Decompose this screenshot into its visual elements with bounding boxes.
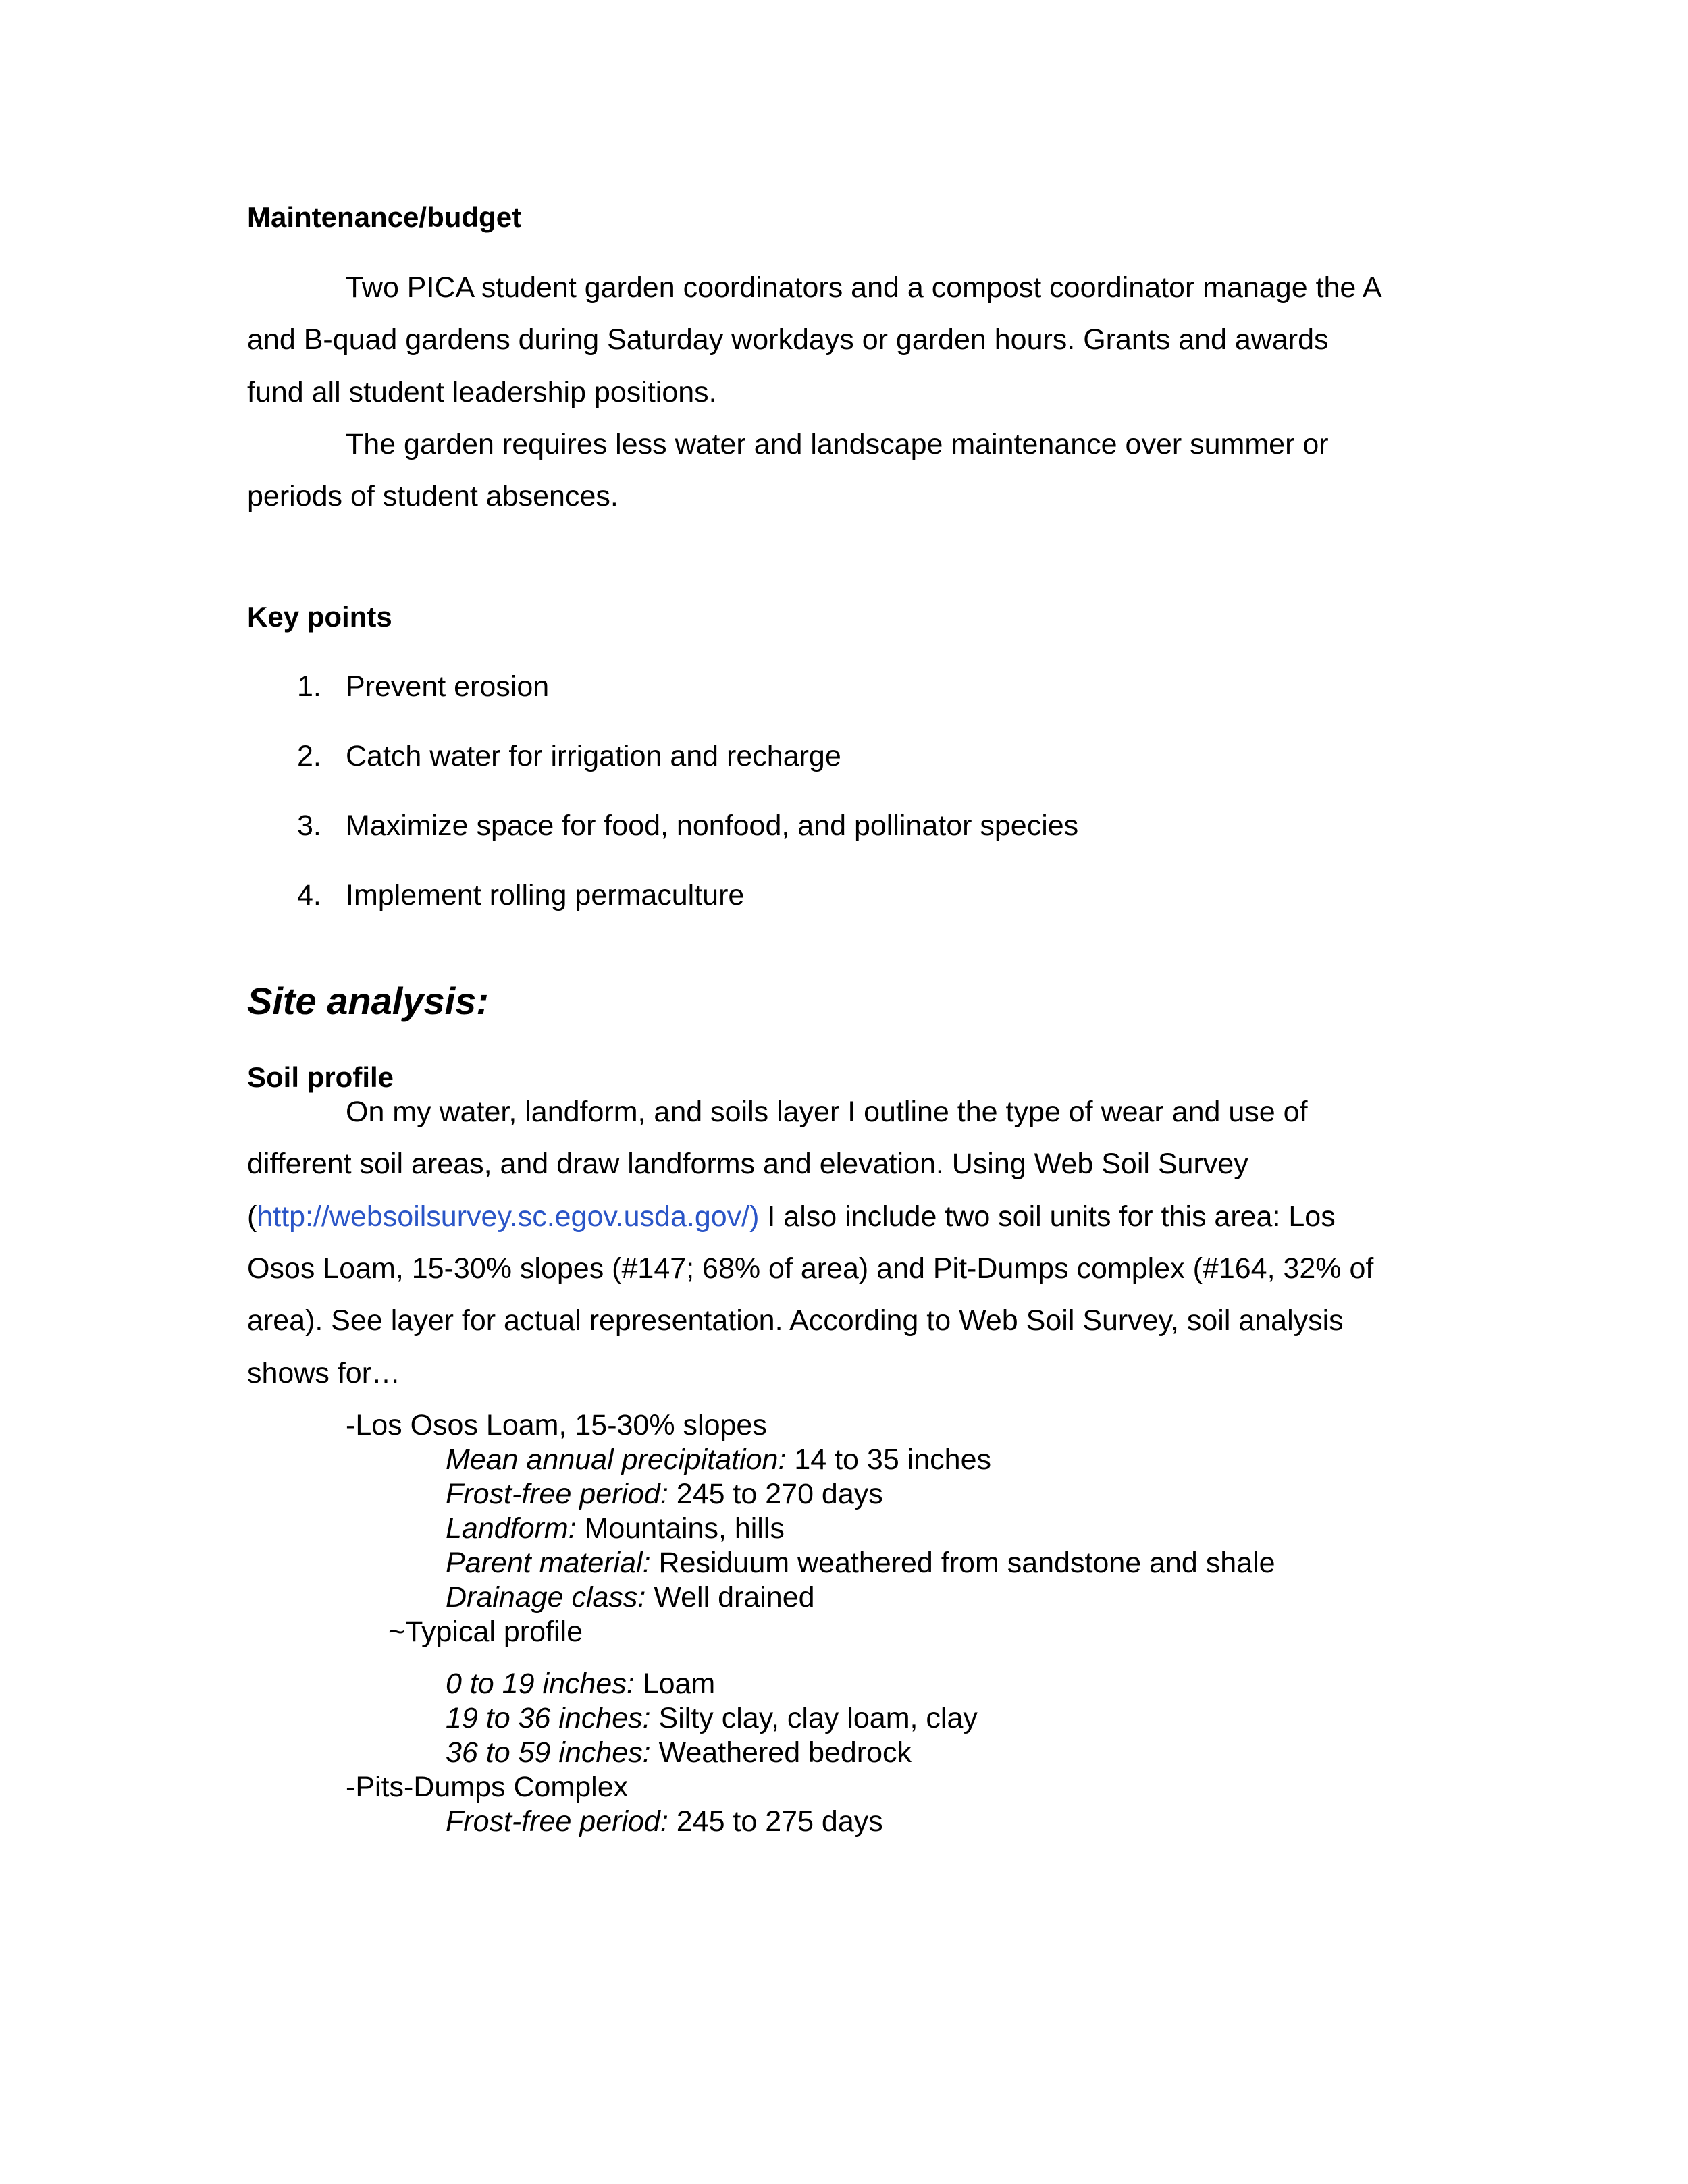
maintenance-line-3: fund all student leadership positions. <box>247 376 717 408</box>
soil-property <box>446 1512 785 1545</box>
maintenance-line-1: Two PICA student garden coordinators and a compost coordinator manage the A <box>346 271 1382 304</box>
list-item: Implement rolling permaculture <box>346 879 745 911</box>
property-value: 14 to 35 inches <box>786 1443 991 1476</box>
soil-paragraph-line-3 <box>247 1200 1336 1233</box>
property-label: Frost-free period: <box>446 1478 668 1510</box>
maintenance-line-4: The garden requires less water and landscape maintenance over summer or <box>346 428 1329 460</box>
typical-profile-heading: ~Typical profile <box>388 1616 583 1648</box>
site-analysis-title: Site analysis: <box>247 980 489 1022</box>
pits-dumps-title: -Pits-Dumps Complex <box>346 1771 629 1803</box>
soil-property <box>446 1805 883 1838</box>
layer-depth: 36 to 59 inches: <box>446 1736 651 1769</box>
list-item: Prevent erosion <box>346 670 550 703</box>
soil-layer <box>446 1736 912 1769</box>
layer-depth: 0 to 19 inches: <box>446 1668 635 1700</box>
property-label: Parent material: <box>446 1547 651 1579</box>
list-item-number: 4. <box>297 879 321 911</box>
property-label: Frost-free period: <box>446 1805 668 1838</box>
layer-texture: Weathered bedrock <box>650 1736 912 1769</box>
maintenance-line-2: and B-quad gardens during Saturday workdays or garden hours. Grants and awards <box>247 323 1329 356</box>
key-points-heading: Key points <box>247 601 392 633</box>
soil-layer <box>446 1702 978 1735</box>
soil-profile-heading: Soil profile <box>247 1061 394 1093</box>
property-label: Landform: <box>446 1512 577 1545</box>
soil-paragraph-line-2: different soil areas, and draw landforms and elevation. Using Web Soil Survey <box>247 1148 1248 1180</box>
list-item-number: 1. <box>297 670 321 703</box>
soil-paragraph-line-5: area). See layer for actual representation. According to Web Soil Survey, soil analysis <box>247 1304 1344 1337</box>
list-item: Maximize space for food, nonfood, and pollinator species <box>346 809 1079 842</box>
los-osos-title: -Los Osos Loam, 15-30% slopes <box>346 1409 767 1441</box>
maintenance-line-5: periods of student absences. <box>247 480 618 512</box>
soil-property <box>446 1443 991 1476</box>
soil-property <box>446 1547 1275 1580</box>
link-trailing-text: I also include two soil units for this area: Los <box>759 1200 1336 1233</box>
soil-paragraph-line-1: On my water, landform, and soils layer I outline the type of wear and use of <box>346 1096 1308 1128</box>
property-value: Mountains, hills <box>576 1512 785 1545</box>
soil-paragraph-line-6: shows for… <box>247 1357 401 1389</box>
layer-texture: Loam <box>634 1668 716 1700</box>
list-item-number: 2. <box>297 740 321 772</box>
layer-texture: Silty clay, clay loam, clay <box>650 1702 978 1734</box>
soil-layer <box>446 1668 715 1701</box>
property-label: Mean annual precipitation: <box>446 1443 787 1476</box>
web-soil-survey-link[interactable]: http://websoilsurvey.sc.egov.usda.gov/) <box>257 1200 760 1233</box>
property-label: Drainage class: <box>446 1581 646 1614</box>
soil-property <box>446 1581 815 1614</box>
property-value: Residuum weathered from sandstone and shale <box>650 1547 1275 1579</box>
property-value: 245 to 275 days <box>668 1805 883 1838</box>
maintenance-heading: Maintenance/budget <box>247 201 522 233</box>
layer-depth: 19 to 36 inches: <box>446 1702 651 1734</box>
list-item: Catch water for irrigation and recharge <box>346 740 841 772</box>
property-value: Well drained <box>645 1581 815 1614</box>
list-item-number: 3. <box>297 809 321 842</box>
link-paren: ( <box>247 1200 257 1233</box>
property-value: 245 to 270 days <box>668 1478 883 1510</box>
soil-property <box>446 1478 883 1511</box>
soil-paragraph-line-4: Osos Loam, 15-30% slopes (#147; 68% of area) and Pit-Dumps complex (#164, 32% of <box>247 1252 1374 1285</box>
